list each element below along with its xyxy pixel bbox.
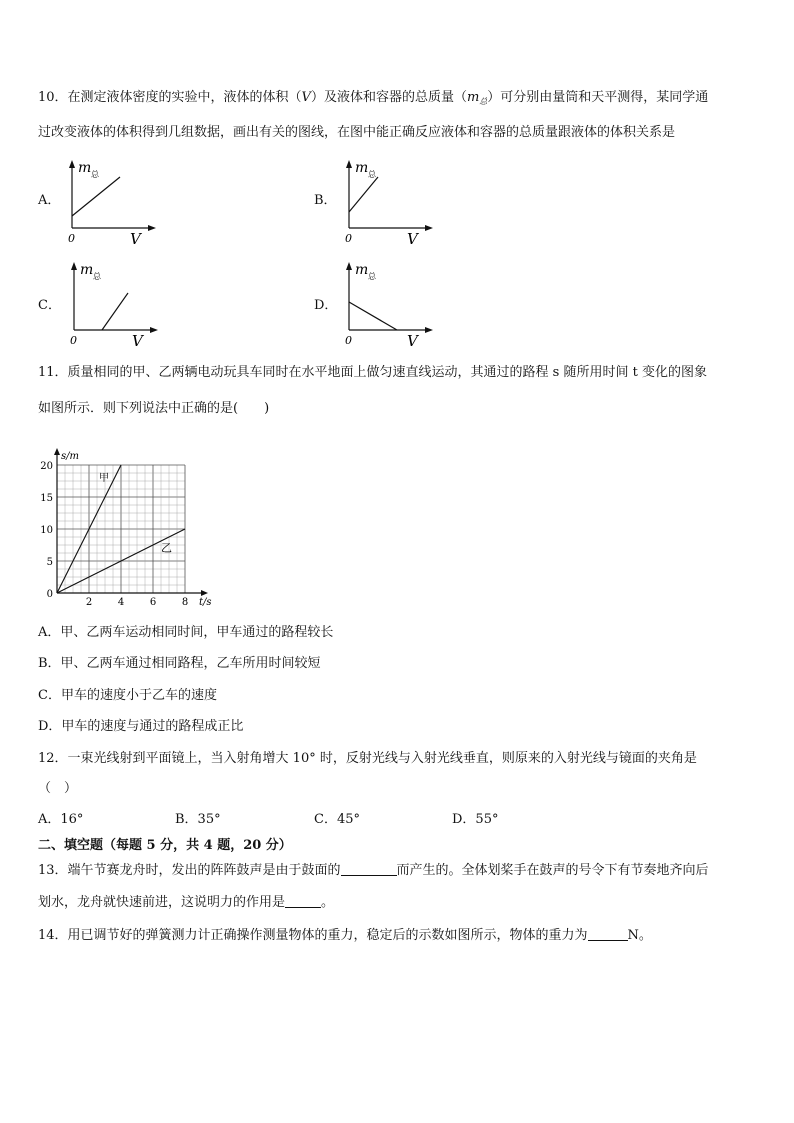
q12-option-c[interactable]: C．45° (314, 812, 360, 827)
q10-line1: 10．在测定液体密度的实验中，液体的体积（V）及液体和容器的总质量$(m_总)$可分别由量筒和天平测得，某同学通 (38, 90, 709, 106)
x-tick-label: 4 (117, 597, 125, 608)
x-axis-arrow (150, 327, 158, 333)
y-axis-arrow (69, 160, 75, 168)
origin-label: 0 (70, 334, 77, 347)
q10-option-a-label[interactable]: A． (38, 193, 61, 208)
q11-chart (36, 435, 216, 610)
q11-option-c[interactable]: C．甲车的速度小于乙车的速度 (38, 688, 217, 703)
q11-option-a[interactable]: A．甲、乙两车运动相同时间，甲车通过的路程较长 (38, 625, 334, 640)
volume-symbol: V (301, 90, 311, 105)
q11-line2: 如图所示．则下列说法中正确的是( ) (38, 401, 270, 416)
y-axis-label-sub: 总 (91, 170, 99, 179)
q12-line2: （ ） (38, 781, 78, 796)
q12-line1: 12．一束光线射到平面镜上，当入射角增大 10° 时，反射光线与入射光线垂直，则原来的入射光线与镜面的夹角是 (38, 751, 697, 766)
q13-line1: 13．端午节赛龙舟时，发出的阵阵鼓声是由于鼓面的 而产生的。全体划桨手在鼓声的号令下有节奏地齐向后 (38, 863, 709, 878)
q11-y-axis-arrow (54, 448, 60, 455)
x-axis-arrow (425, 327, 433, 333)
q10-line2: 过改变液体的体积得到几组数据，画出有关的图线，在图中能正确反应液体和容器的总质量跟液体的体积关系是 (38, 125, 676, 140)
q14-blank[interactable] (588, 927, 628, 941)
q11-option-d[interactable]: D．甲车的速度与通过的路程成正比 (38, 719, 244, 734)
x-axis-label: V (407, 332, 418, 350)
x-axis-label: t/s (199, 597, 212, 608)
y-axis-label: m (355, 160, 369, 176)
y-tick-label: 15 (40, 493, 53, 504)
q13-blank-2[interactable] (285, 894, 321, 908)
q10-option-d-label[interactable]: D． (314, 298, 338, 313)
q11-option-b[interactable]: B．甲、乙两车通过相同路程，乙车所用时间较短 (38, 656, 321, 671)
q11-x-axis-arrow (201, 590, 208, 596)
q10-graph-c (70, 262, 158, 350)
x-tick-label: 6 (149, 597, 157, 608)
x-tick-label: 8 (181, 597, 189, 608)
y-axis-label-sub: 总 (368, 272, 376, 281)
q12-option-d[interactable]: D．55° (452, 812, 499, 827)
q12-option-b[interactable]: B．35° (175, 812, 221, 827)
graph-line (349, 177, 378, 212)
graph-line (72, 177, 120, 216)
x-axis-label: V (132, 332, 143, 350)
q10-graph-a (68, 160, 156, 248)
q10-option-b-label[interactable]: B． (314, 193, 337, 208)
q13-blank-1[interactable] (341, 862, 397, 876)
y-axis-label-sub: 总 (93, 272, 101, 281)
mass-symbol: $m_总$ (466, 90, 488, 106)
x-axis-arrow (148, 225, 156, 231)
y-axis-arrow (346, 262, 352, 270)
series-label-2: 乙 (161, 541, 172, 555)
q11-grid (57, 465, 185, 593)
q12-option-a[interactable]: A．16° (38, 812, 84, 827)
q13-line2: 划水，龙舟就快速前进，这说明力的作用是 。 (38, 895, 335, 910)
y-tick-label: 20 (40, 461, 53, 472)
y-axis-label: m (80, 262, 94, 278)
x-axis-arrow (425, 225, 433, 231)
series-label-1: 甲 (99, 473, 109, 484)
q14-line: 14．用已调节好的弹簧测力计正确操作测量物体的重力，稳定后的示数如图所示，物体的重力为 N。 (38, 928, 652, 943)
origin-label: 0 (345, 232, 352, 245)
graph-line (102, 293, 128, 330)
x-tick-label: 2 (85, 597, 93, 608)
q11-line1: 11．质量相同的甲、乙两辆电动玩具车同时在水平地面上做匀速直线运动，其通过的路程 s 随所用时间 t 变化的图象 (38, 365, 707, 380)
y-axis-label: m (355, 262, 369, 278)
y-axis-label: s/m (61, 451, 79, 462)
y-tick-label: 5 (46, 557, 53, 568)
y-axis-arrow (71, 262, 77, 270)
origin-label: 0 (68, 232, 75, 245)
q10-graph-b (345, 160, 433, 248)
x-axis-label: V (407, 230, 418, 248)
x-axis-label: V (130, 230, 141, 248)
section2-title: 二、填空题（每题 5 分，共 4 题，20 分） (38, 838, 292, 853)
y-axis-label-sub: 总 (368, 170, 376, 179)
y-axis-label: m (78, 160, 92, 176)
origin-label: 0 (46, 589, 53, 600)
y-axis-arrow (346, 160, 352, 168)
q10-option-c-label[interactable]: C． (38, 298, 61, 313)
origin-label: 0 (345, 334, 352, 347)
graph-line (349, 302, 397, 330)
y-tick-label: 10 (40, 525, 53, 536)
q10-graph-d (345, 262, 433, 350)
